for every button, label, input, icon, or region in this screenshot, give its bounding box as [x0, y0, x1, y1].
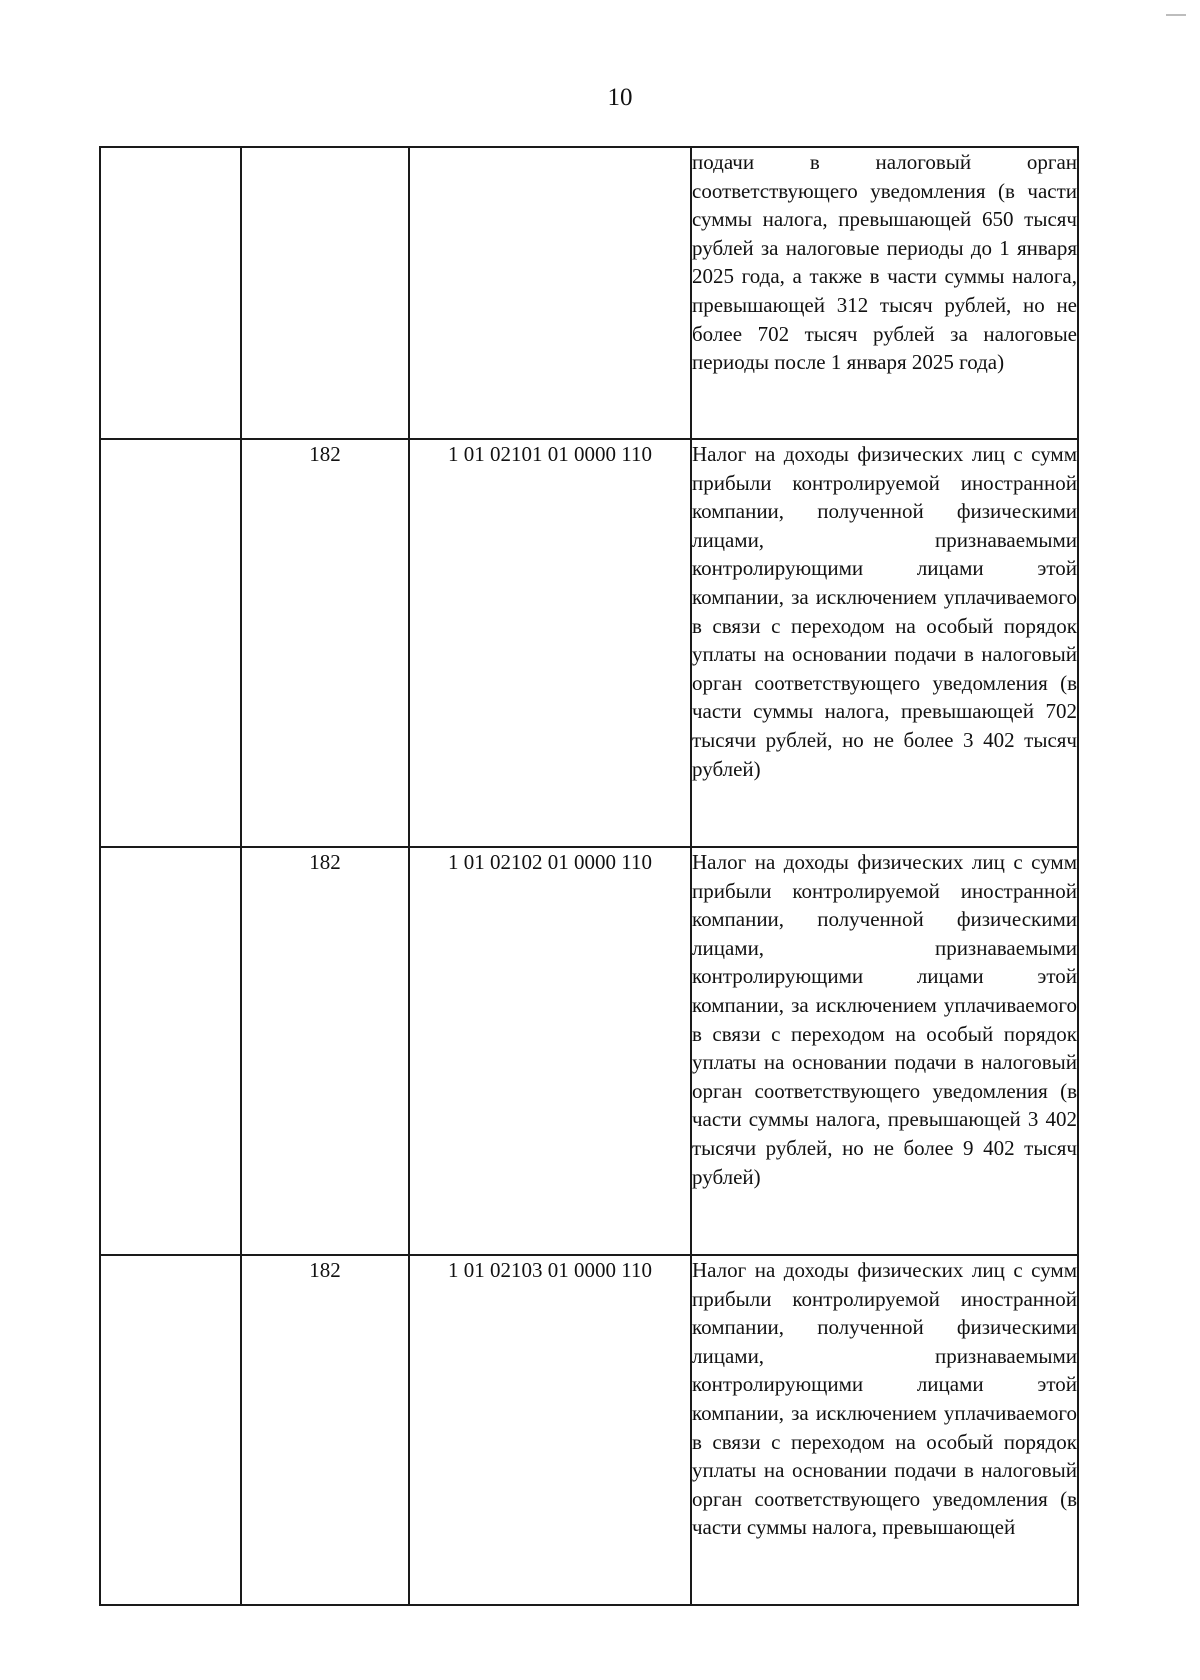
- page-number: 10: [607, 84, 633, 111]
- table-cell-empty: [100, 1255, 241, 1605]
- description-text: Налог на доходы физических лиц с сумм прибыли контролируемой иностранной компании, полученной физическими лицами, признаваемыми контролирующими лицами этой компании, за исключением уплачиваемого в связи с переходом на особый порядок уплаты на основании подачи в налоговый орган соответствующего уведомления (в части суммы налога, превышающей 3 402 тысячи рублей, но не более 9 402 тысяч рублей): [692, 850, 1077, 1189]
- admin-code-cell: [241, 147, 409, 439]
- admin-code-cell: 182: [241, 847, 409, 1255]
- description-text: подачи в налоговый орган соответствующего уведомления (в части суммы налога, превышающей 650 тысяч рублей за налоговые периоды до 1 января 2025 года, а также в части суммы налога, превышающей 312 тысяч рублей, но не более 702 тысяч рублей за налоговые периоды после 1 января 2025 года): [692, 150, 1077, 375]
- table-row: [100, 847, 1078, 1255]
- table-row: [100, 439, 1078, 847]
- description-text: Налог на доходы физических лиц с сумм прибыли контролируемой иностранной компании, полученной физическими лицами, признаваемыми контролирующими лицами этой компании, за исключением уплачиваемого в связи с переходом на особый порядок уплаты на основании подачи в налоговый орган соответствующего уведомления (в части суммы налога, превышающей 702 тысячи рублей, но не более 3 402 тысяч рублей): [692, 442, 1077, 781]
- table-row: [100, 147, 1078, 439]
- table-cell-empty: [100, 147, 241, 439]
- description-cell: [691, 147, 1078, 439]
- kbk-code-cell: [409, 147, 691, 439]
- budget-classification-table: [99, 146, 1079, 1606]
- description-cell: [691, 847, 1078, 1255]
- kbk-code-cell: 1 01 02103 01 0000 110: [409, 1255, 691, 1605]
- admin-code-cell: 182: [241, 1255, 409, 1605]
- scan-mark: [1166, 14, 1186, 16]
- description-cell: [691, 439, 1078, 847]
- table-cell-empty: [100, 847, 241, 1255]
- admin-code-cell: 182: [241, 439, 409, 847]
- kbk-code-cell: 1 01 02102 01 0000 110: [409, 847, 691, 1255]
- kbk-code-cell: 1 01 02101 01 0000 110: [409, 439, 691, 847]
- description-cell: [691, 1255, 1078, 1605]
- description-text: Налог на доходы физических лиц с сумм прибыли контролируемой иностранной компании, полученной физическими лицами, признаваемыми контролирующими лицами этой компании, за исключением уплачиваемого в связи с переходом на особый порядок уплаты на основании подачи в налоговый орган соответствующего уведомления (в части суммы налога, превышающей: [692, 1258, 1077, 1540]
- table-cell-empty: [100, 439, 241, 847]
- table-row: [100, 1255, 1078, 1605]
